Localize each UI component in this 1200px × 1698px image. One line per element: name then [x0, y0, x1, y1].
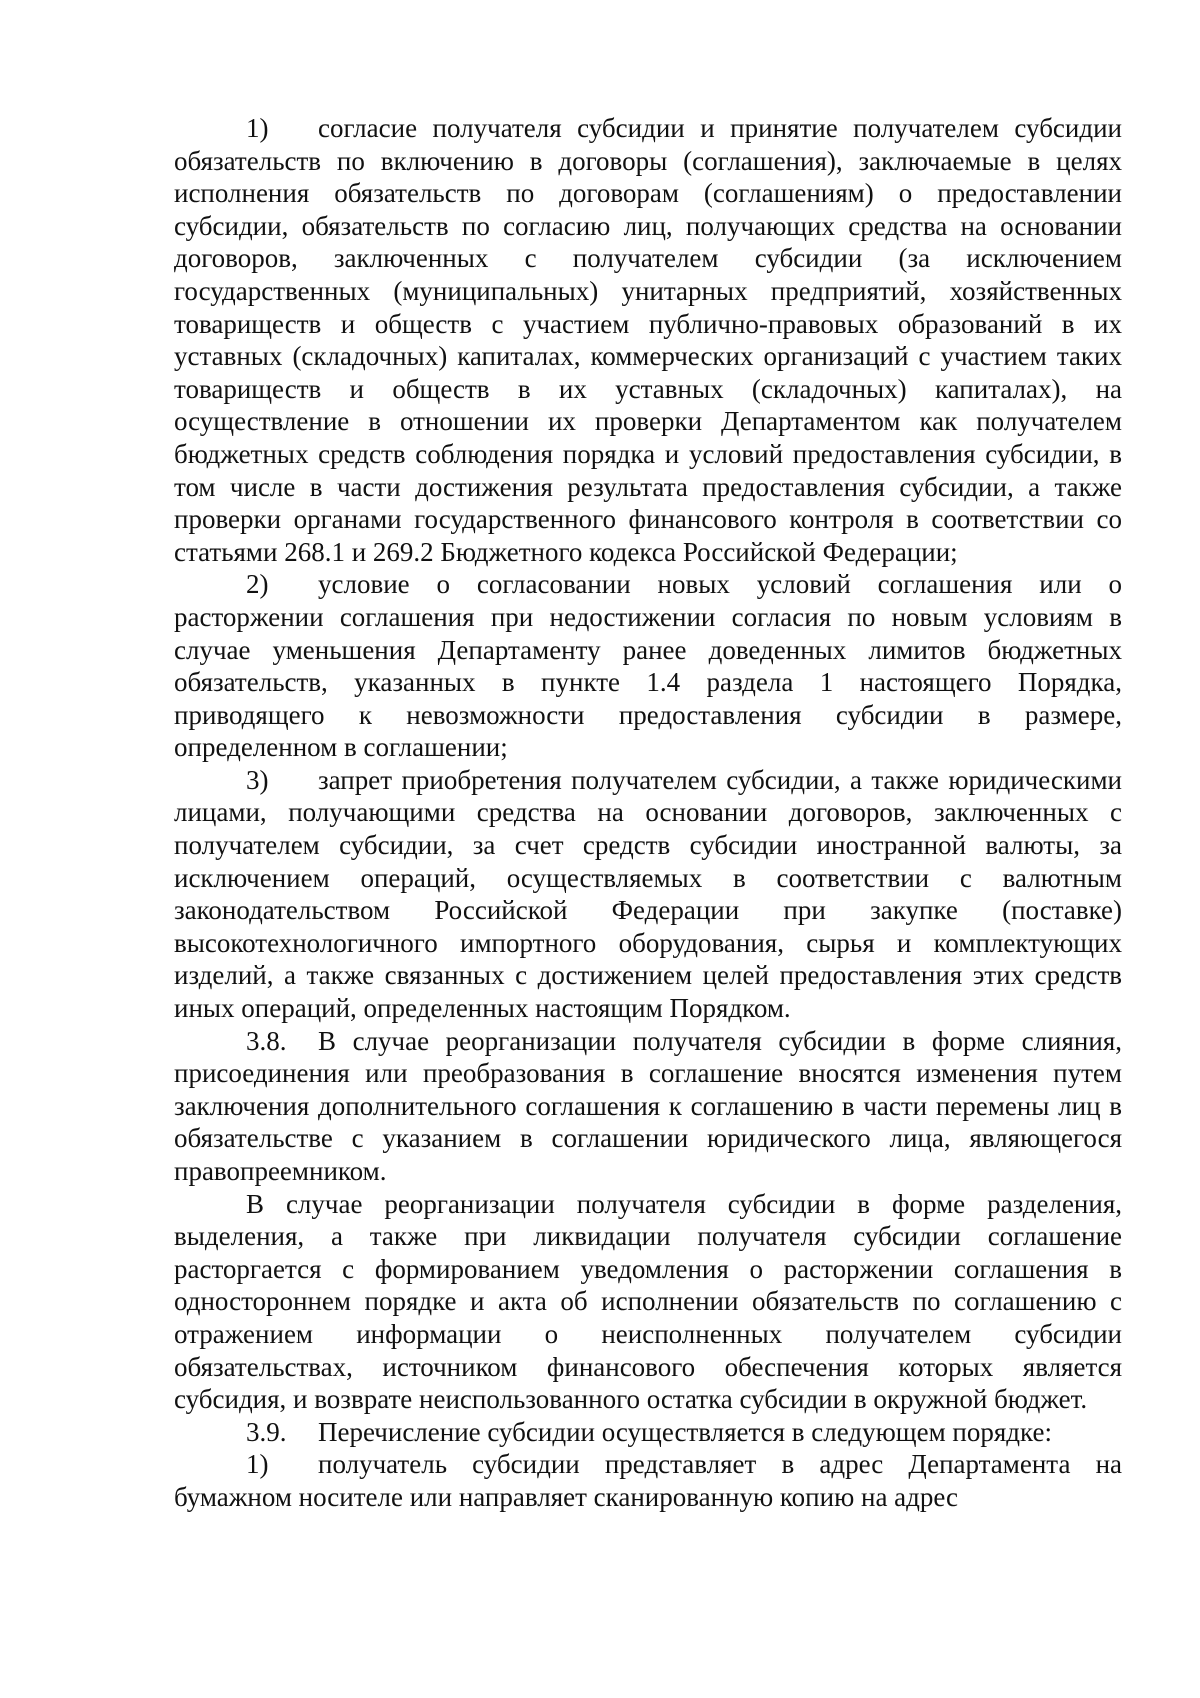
paragraph-3-8: [174, 1025, 1122, 1188]
paragraph-item-1-transfer: [174, 1448, 1122, 1513]
paragraph-item-2: [174, 568, 1122, 764]
document-page: [174, 112, 1122, 1514]
paragraph-text: согласие получателя субсидии и принятие получателем субсидии обязательств по включению в договоры (соглашения), заключаемые в целях исполнения обязательств по договорам (соглашениям) о предоставлении субсидии, обязательств по согласию лиц, получающих средства на основании договоров, заключенных с получателем субсидии (за исключением государственных (муниципальных) унитарных предприятий, хозяйственных товариществ и обществ с участием публично-правовых образований в их уставных (складочных) капиталах, коммерческих организаций с участием таких товариществ и обществ в их уставных (складочных) капиталах), на осуществление в отношении их проверки Департаментом как получателем бюджетных средств соблюдения порядка и условий предоставления субсидии, в том числе в части достижения результата предоставления субсидии, а также проверки органами государственного финансового контроля в соответствии со статьями 268.1 и 269.2 Бюджетного кодекса Российской Федерации;: [174, 113, 1122, 567]
paragraph-item-3: [174, 764, 1122, 1025]
paragraph-item-1: [174, 112, 1122, 568]
paragraph-text: запрет приобретения получателем субсидии, а также юридическими лицами, получающими средства на основании договоров, заключенных с получателем субсидии, за счет средств субсидии иностранной валюты, за исключением операций, осуществляемых в соответствии с валютным законодательством Российской Федерации при закупке (поставке) высокотехнологичного импортного оборудования, сырья и комплектующих изделий, а также связанных с достижением целей предоставления этих средств иных операций, определенных настоящим Порядком.: [174, 764, 1122, 1024]
paragraph-number: 2): [246, 569, 269, 600]
paragraph-number: 3.8.: [246, 1025, 287, 1056]
paragraph-text: получатель субсидии представляет в адрес Департамента на бумажном носителе или направляет сканированную копию на адрес: [174, 1449, 1122, 1512]
paragraph-number: 1): [246, 1449, 269, 1480]
paragraph-number: 1): [246, 113, 269, 143]
paragraph-reorganization-split: [174, 1188, 1122, 1416]
paragraph-text: Перечисление субсидии осуществляется в следующем порядке:: [318, 1416, 1052, 1447]
paragraph-number: 3): [246, 764, 269, 795]
paragraph-3-9: [174, 1416, 1122, 1449]
paragraph-number: 3.9.: [246, 1416, 287, 1447]
paragraph-text: В случае реорганизации получателя субсидии в форме слияния, присоединения или преобразования в соглашение вносятся изменения путем заключения дополнительного соглашения к соглашению в части перемены лиц в обязательстве с указанием в соглашении юридического лица, являющегося правопреемником.: [174, 1025, 1122, 1186]
paragraph-text: В случае реорганизации получателя субсидии в форме разделения, выделения, а также при ликвидации получателя субсидии соглашение расторгается с формированием уведомления о расторжении соглашения в одностороннем порядке и акта об исполнении обязательств по соглашению с отражением информации о неисполненных получателем субсидии обязательствах, источником финансового обеспечения которых является субсидия, и возврате неиспользованного остатка субсидии в окружной бюджет.: [174, 1188, 1122, 1415]
paragraph-text: условие о согласовании новых условий соглашения или о расторжении соглашения при недостижении согласия по новым условиям в случае уменьшения Департаменту ранее доведенных лимитов бюджетных обязательств, указанных в пункте 1.4 раздела 1 настоящего Порядка, приводящего к невозможности предоставления субсидии в размере, определенном в соглашении;: [174, 569, 1122, 763]
